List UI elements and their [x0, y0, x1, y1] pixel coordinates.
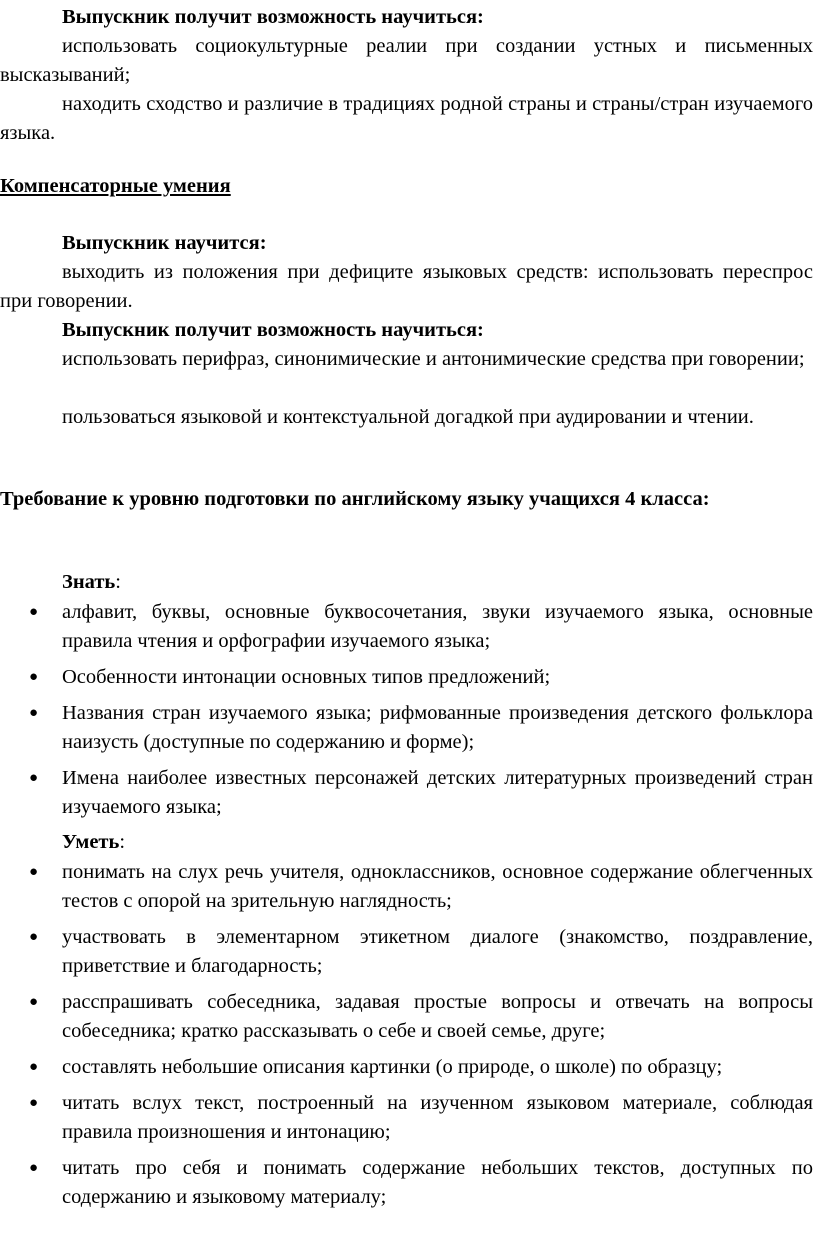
list-item-text: расспрашивать собеседника, задавая простые вопросы и отвечать на вопросы собеседника; кратко рассказывать о себе и своей семье, друге;: [62, 991, 813, 1042]
know-heading: [0, 568, 816, 597]
bullet-icon: ●: [29, 864, 39, 880]
learn-heading: Выпускник научится:: [62, 232, 267, 254]
opportunity-heading-2: Выпускник получит возможность научиться:: [62, 319, 484, 341]
list-item-text: понимать на слух речь учителя, одноклассников, основное содержание облегченных тестов с опорой на зрительную наглядность;: [62, 861, 813, 912]
know-label: Знать: [62, 571, 116, 593]
list-item-text: читать про себя и понимать содержание небольших текстов, доступных по содержанию и языковому материалу;: [62, 1157, 813, 1208]
list-item-text: Имена наиболее известных персонажей детских литературных произведений стран изучаемого языка;: [62, 767, 813, 818]
list-item-text: Названия стран изучаемого языка; рифмованные произведения детского фольклора наизусть (доступные по содержанию и форме);: [62, 702, 813, 753]
bullet-icon: ●: [29, 929, 39, 945]
can-list: [0, 858, 813, 1219]
list-item: [0, 1154, 813, 1212]
know-colon: :: [115, 571, 121, 593]
paragraph-traditions: находить сходство и различие в традициях родной страны и страны/стран изучаемого языка.: [0, 93, 813, 144]
know-list: [0, 598, 813, 829]
list-item: [0, 663, 813, 692]
section-title-requirements: Требование к уровню подготовки по английскому языку учащихся 4 класса:: [0, 488, 710, 510]
list-item-text: составлять небольшие описания картинки (о природе, о школе) по образцу;: [62, 1056, 723, 1078]
bullet-icon: ●: [29, 705, 39, 721]
section-title-compensatory: Компенсаторные умения: [0, 175, 231, 197]
list-item-text: участвовать в элементарном этикетном диалоге (знакомство, поздравление, приветствие и благодарность;: [62, 926, 813, 977]
list-item: [0, 1053, 813, 1082]
bullet-icon: ●: [29, 994, 39, 1010]
paragraph-paraphrase: использовать перифраз, синонимические и антонимические средства при говорении;: [62, 348, 805, 370]
list-item: [0, 988, 813, 1046]
bullet-icon: ●: [29, 669, 39, 685]
bullet-icon: ●: [29, 1059, 39, 1075]
list-item-text: алфавит, буквы, основные буквосочетания, звуки изучаемого языка, основные правила чтения и орфографии изучаемого языка;: [62, 601, 813, 652]
bullet-icon: ●: [29, 1095, 39, 1111]
list-item-text: читать вслух текст, построенный на изученном языковом материале, соблюдая правила произношения и интонацию;: [62, 1092, 813, 1143]
list-item: [0, 923, 813, 981]
list-item: [0, 598, 813, 656]
paragraph-guessing: пользоваться языковой и контекстуальной догадкой при аудировании и чтении.: [62, 406, 754, 428]
paragraph-sociocultural: использовать социокультурные реалии при создании устных и письменных высказываний;: [0, 35, 813, 86]
list-item: [0, 764, 813, 822]
list-item: [0, 699, 813, 757]
list-item-text: Особенности интонации основных типов предложений;: [62, 666, 551, 688]
paragraph-deficit: выходить из положения при дефиците языковых средств: использовать переспрос при говорении.: [0, 261, 813, 312]
bullet-icon: ●: [29, 1160, 39, 1176]
can-label: Уметь: [62, 831, 120, 853]
can-heading: [0, 828, 816, 857]
opportunity-heading-1: Выпускник получит возможность научиться:: [62, 6, 484, 28]
bullet-icon: ●: [29, 770, 39, 786]
list-item: [0, 858, 813, 916]
list-item: [0, 1089, 813, 1147]
can-colon: :: [119, 831, 126, 853]
bullet-icon: ●: [29, 604, 39, 620]
